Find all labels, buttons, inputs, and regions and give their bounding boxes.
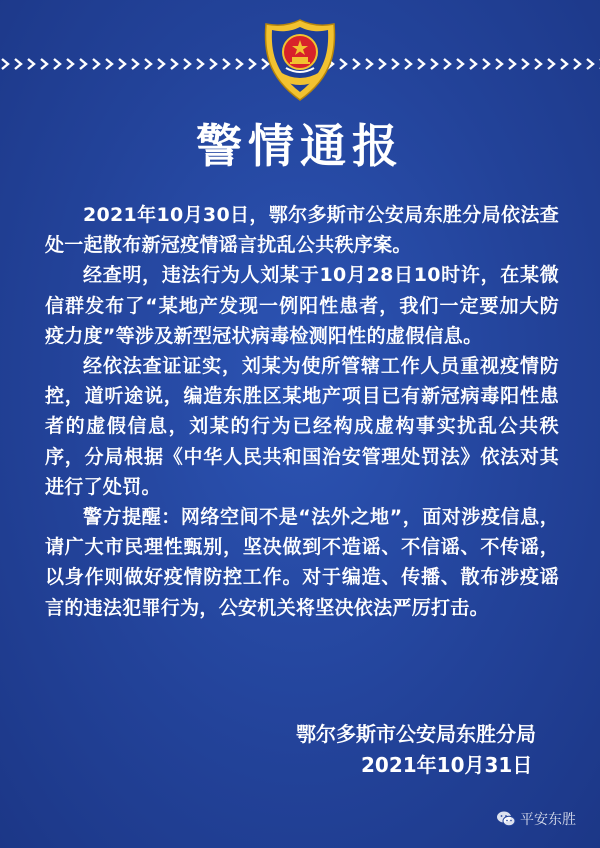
police-emblem-icon bbox=[262, 18, 338, 102]
notice-paragraph: 经依法查证证实，刘某为使所管辖工作人员重视疫情防控，道听途说，编造东胜区某地产项目已有新冠病毒阳性患者的虚假信息，刘某的行为已经构成虚构事实扰乱公共秩序，分局根据《中华人民共和国治安管理处罚法》依法对其进行了处罚。 bbox=[45, 355, 559, 498]
page-title: 警情通报 bbox=[196, 119, 404, 173]
notice-paragraph: 警方提醒：网络空间不是“法外之地”，面对涉疫信息，请广大市民理性甄别，坚决做到不造谣、不信谣、不传谣，以身作则做好疫情防控工作。对于编造、传播、散布涉疫谣言的违法犯罪行为，公安机关将坚决依法严厉打击。 bbox=[45, 506, 559, 619]
signature-organization: 鄂尔多斯市公安局东胜分局 bbox=[296, 722, 536, 746]
notice-paragraph: 经查明，违法行为人刘某于10月28日10时许，在某微信群发布了“某地产发现一例阳性患者，我们一定要加大防疫力度”等涉及新型冠状病毒检测阳性的虚假信息。 bbox=[45, 264, 559, 347]
source-watermark bbox=[496, 804, 576, 834]
watermark-label: 平安东胜 bbox=[520, 812, 576, 828]
signature-date: 2021年10月31日 bbox=[361, 753, 533, 777]
notice-paragraph: 2021年10月30日，鄂尔多斯市公安局东胜分局依法查处一起散布新冠疫情谣言扰乱公共秩序案。 bbox=[45, 204, 559, 257]
notice-body bbox=[45, 200, 559, 623]
wechat-icon bbox=[496, 810, 516, 828]
